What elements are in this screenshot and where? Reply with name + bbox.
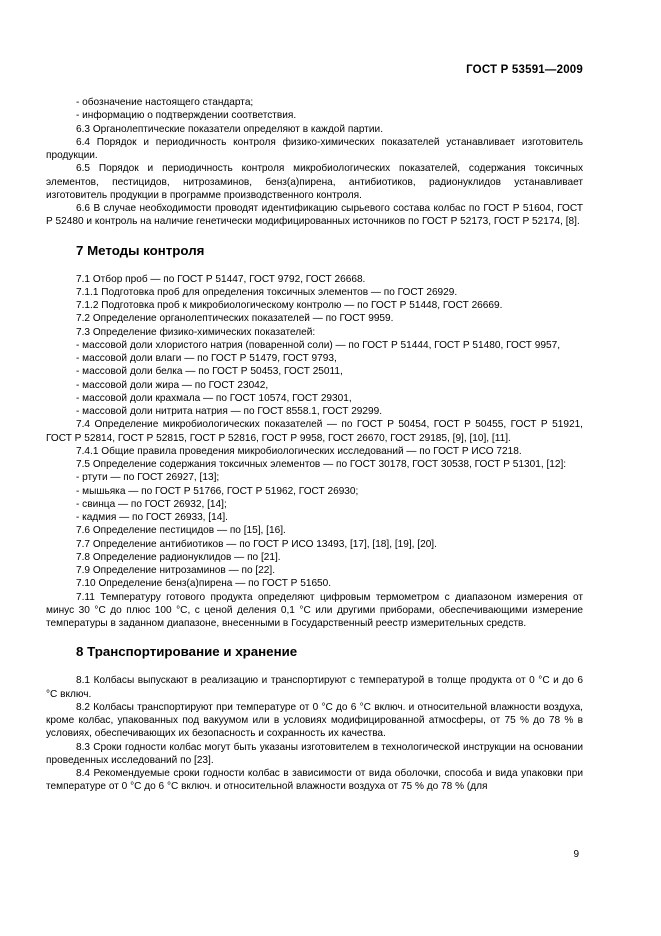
section-8-paragraph: 8.1 Колбасы выпускают в реализацию и транспортируют с температурой в толще продукта от 0 °С и до 6 °С включ.: [46, 675, 583, 700]
document-header-code: ГОСТ Р 53591—2009: [466, 64, 583, 76]
section-7-paragraph: - массовой доли влаги — по ГОСТ Р 51479, ГОСТ 9793,: [76, 353, 337, 364]
section-7-paragraph: - кадмия — по ГОСТ 26933, [14].: [76, 512, 228, 523]
section-7-paragraph: - массовой доли хлористого натрия (поваренной соли) — по ГОСТ Р 51444, ГОСТ Р 51480, ГОСТ 9957,: [76, 339, 561, 351]
intro-paragraph: - информацию о подтверждении соответствия.: [76, 110, 297, 122]
intro-paragraph: - обозначение настоящего стандарта;: [76, 97, 254, 108]
section-7-paragraph: - ртути — по ГОСТ 26927, [13];: [76, 472, 220, 484]
section-8-paragraph: 8.2 Колбасы транспортируют при температуре от 0 °С до 6 °С включ. и относительной влажности воздуха, кроме колбас, упакованных под вакуумом или в условиях модифицированной атмосферы, от 75 % до 78 % в условиях, обеспечивающих их безопасность и сохранность их качества.: [46, 701, 583, 740]
section-7-paragraph: 7.5 Определение содержания токсичных элементов — по ГОСТ 30178, ГОСТ 30538, ГОСТ Р 51301, [12]:: [76, 459, 567, 470]
section-7-paragraph: 7.4.1 Общие правила проведения микробиологических исследований — по ГОСТ Р ИСО 7218.: [76, 445, 522, 457]
page-content: [46, 96, 583, 794]
section-7-paragraph: - свинца — по ГОСТ 26932, [14];: [76, 498, 227, 510]
section-7-paragraph: - массовой доли белка — по ГОСТ Р 50453, ГОСТ 25011,: [76, 366, 343, 378]
intro-paragraph: 6.6 В случае необходимости проводят идентификацию сырьевого состава колбас по ГОСТ Р 51604, ГОСТ Р 52480 и контроль на наличие генетически модифицированных источников по ГОСТ Р 52173, ГОСТ Р 52174, [8].: [46, 203, 583, 228]
section-7-paragraph: 7.1 Отбор проб — по ГОСТ Р 51447, ГОСТ 9792, ГОСТ 26668.: [76, 273, 366, 285]
section-7-paragraph: 7.2 Определение органолептических показателей — по ГОСТ 9959.: [76, 313, 394, 325]
intro-paragraph: 6.3 Органолептические показатели определяют в каждой партии.: [76, 123, 383, 135]
section-7-heading: 7 Методы контроля: [76, 242, 205, 258]
section-7-paragraph: - массовой доли крахмала — по ГОСТ 10574, ГОСТ 29301,: [76, 392, 352, 404]
section-7-paragraph: 7.10 Определение бенз(а)пирена — по ГОСТ Р 51650.: [76, 578, 332, 590]
section-7-paragraph: - массовой доли нитрита натрия — по ГОСТ 8558.1, ГОСТ 29299.: [76, 406, 383, 417]
page-number: 9: [573, 849, 579, 860]
section-8-heading: 8 Транспортирование и хранение: [76, 644, 298, 660]
section-7-paragraph: 7.4 Определение микробиологических показателей — по ГОСТ Р 50454, ГОСТ Р 50455, ГОСТ Р 51921, ГОСТ Р 52814, ГОСТ Р 52815, ГОСТ Р 52816, ГОСТ Р 9958, ГОСТ 26670, ГОСТ 29185, [9], [10], [11].: [46, 419, 583, 444]
section-7-paragraph: 7.1.1 Подготовка проб для определения токсичных элементов — по ГОСТ 26929.: [76, 286, 458, 298]
section-7-paragraph: 7.9 Определение нитрозаминов — по [22].: [76, 565, 276, 576]
section-7-paragraph: 7.8 Определение радионуклидов — по [21].: [76, 551, 281, 563]
section-7-paragraph: 7.6 Определение пестицидов — по [15], [16].: [76, 525, 286, 537]
intro-paragraph: 6.5 Порядок и периодичность контроля микробиологических показателей, содержания токсичных элементов, пестицидов, нитрозаминов, бенз(а)пирена, антибиотиков, радионуклидов устанавливает изготовитель продукции в программе производственного контроля.: [46, 163, 583, 201]
section-7-paragraph: 7.7 Определение антибиотиков — по ГОСТ Р ИСО 13493, [17], [18], [19], [20].: [76, 538, 437, 550]
section-8-paragraph: 8.4 Рекомендуемые сроки годности колбас в зависимости от вида оболочки, способа и вида упаковки при температуре от 0 °С до 6 °С включ. и относительной влажности воздуха от 75 % до 78 % (для: [46, 768, 583, 793]
section-7-paragraph: 7.11 Температуру готового продукта определяют цифровым термометром с диапазоном измерения от минус 30 °С до плюс 100 °С, с ценой деления 0,1 °С или другими приборами, обеспечивающими измерение температуры в заданном диапазоне, внесенными в Государственный реестр измерительных средств.: [46, 591, 583, 629]
intro-paragraph: 6.4 Порядок и периодичность контроля физико-химических показателей устанавливает изготовитель продукции.: [46, 136, 583, 161]
section-7-paragraph: - мышьяка — по ГОСТ Р 51766, ГОСТ Р 51962, ГОСТ 26930;: [76, 485, 359, 497]
section-7-paragraph: - массовой доли жира — по ГОСТ 23042,: [76, 379, 269, 391]
section-8-paragraph: 8.3 Сроки годности колбас могут быть указаны изготовителем в технологической инструкции на основании проведенных исследований по [23].: [46, 741, 583, 766]
section-7-paragraph: 7.1.2 Подготовка проб к микробиологическому контролю — по ГОСТ Р 51448, ГОСТ 26669.: [76, 300, 503, 311]
section-7-paragraph: 7.3 Определение физико-химических показателей:: [76, 326, 316, 338]
